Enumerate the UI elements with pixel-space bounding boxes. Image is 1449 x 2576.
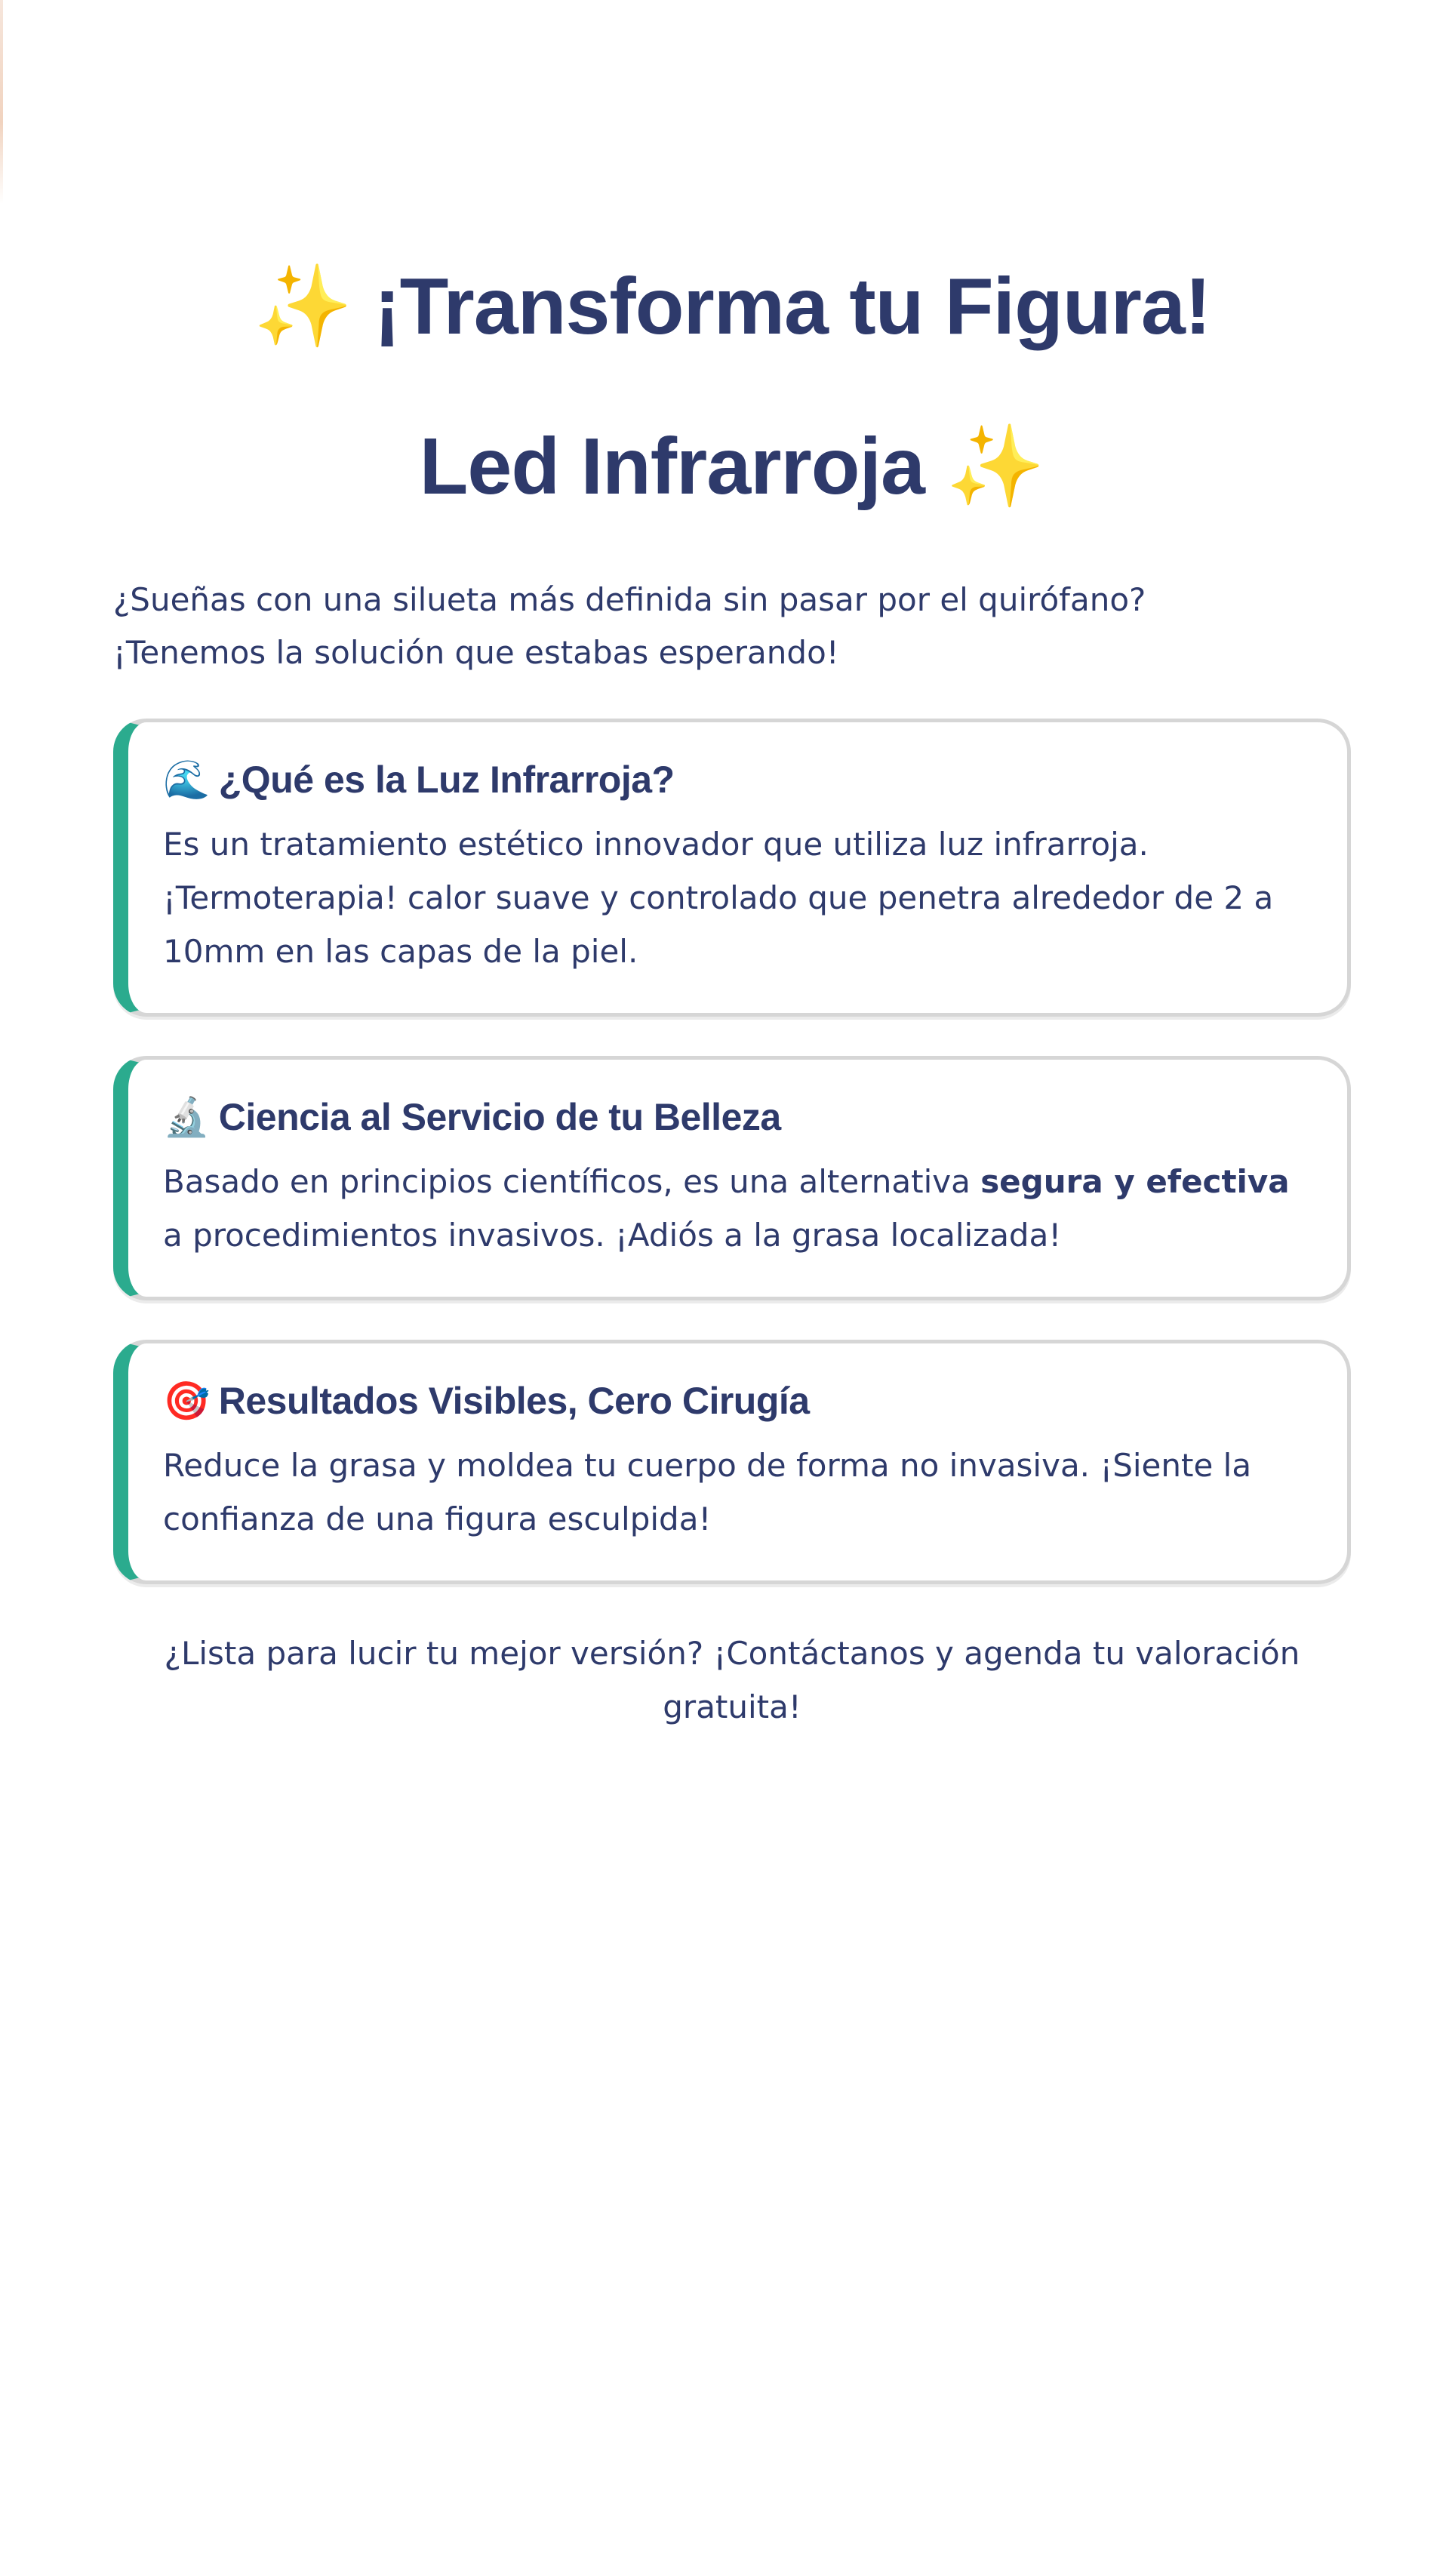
card-body: Reduce la grasa y moldea tu cuerpo de forma no invasiva. ¡Siente la confianza de una figura esculpida! xyxy=(163,1447,1252,1537)
edge-decoration xyxy=(0,0,3,204)
card-body: Es un tratamiento estético innovador que utiliza luz infrarroja. ¡Termoterapia! calor suave y controlado que penetra alrededor de 2 a 10mm en las capas de la piel. xyxy=(163,826,1274,970)
card-heading xyxy=(163,756,1305,804)
title-line-1: ¡Transforma tu Figura! xyxy=(374,262,1211,351)
card-body-text: Basado en principios científicos, es una alternativa xyxy=(163,1163,981,1200)
card-body xyxy=(163,1155,1305,1262)
call-to-action-text: ¿Lista para lucir tu mejor versión? ¡Contáctanos y agenda tu valoración gratuita! xyxy=(164,1635,1300,1725)
target-icon: 🎯 xyxy=(163,1380,210,1422)
title-line-2: Led Infrarroja xyxy=(419,422,924,511)
intro-text xyxy=(113,574,1351,679)
sparkles-icon: ✨ xyxy=(946,422,1045,511)
card-body-text: a procedimientos invasivos. ¡Adiós a la grasa localizada! xyxy=(163,1217,1062,1254)
main-content xyxy=(113,226,1351,1734)
page-title xyxy=(113,226,1351,546)
microscope-icon: 🔬 xyxy=(163,1096,210,1138)
info-card-science xyxy=(113,1056,1351,1300)
card-heading-text: Ciencia al Servicio de tu Belleza xyxy=(218,1096,781,1138)
card-heading-text: ¿Qué es la Luz Infrarroja? xyxy=(218,759,675,801)
info-card-what-is xyxy=(113,719,1351,1017)
card-heading xyxy=(163,1377,1305,1425)
wave-icon: 🌊 xyxy=(163,759,210,801)
sparkles-icon: ✨ xyxy=(253,262,352,351)
intro-line-1: ¿Sueñas con una silueta más definida sin pasar por el quirófano? xyxy=(113,581,1146,618)
card-heading xyxy=(163,1093,1305,1141)
info-card-results xyxy=(113,1340,1351,1584)
card-heading-text: Resultados Visibles, Cero Cirugía xyxy=(218,1380,810,1422)
intro-line-2: ¡Tenemos la solución que estabas esperando! xyxy=(113,634,839,671)
card-body-emphasis: segura y efectiva xyxy=(980,1163,1290,1200)
